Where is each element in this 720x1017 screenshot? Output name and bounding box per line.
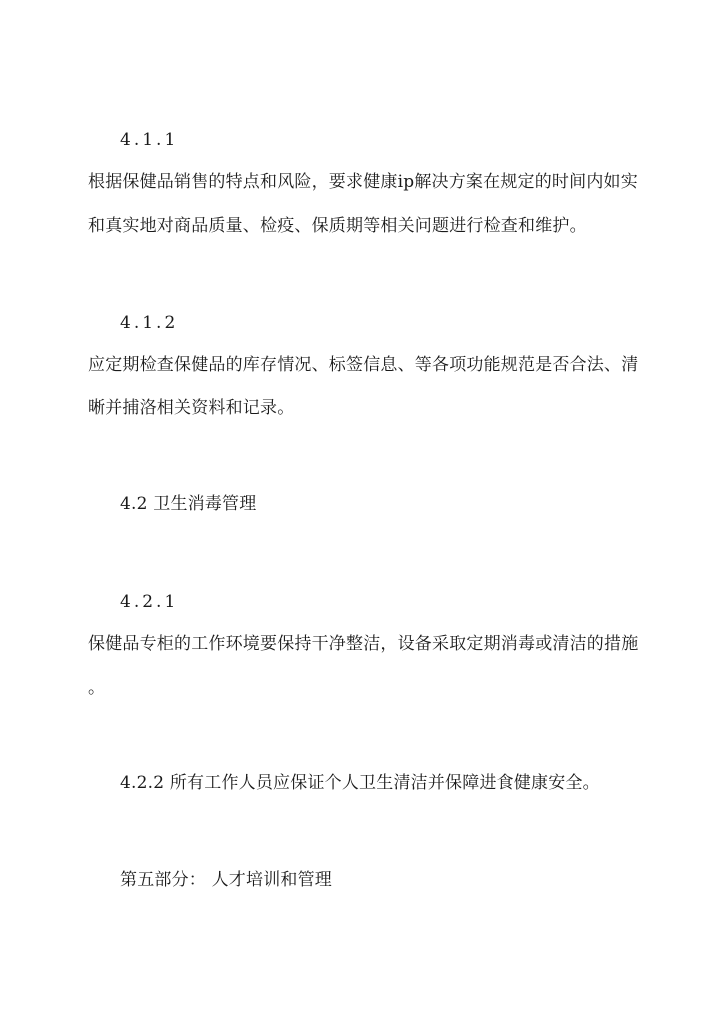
paragraph-line: 应定期检查保健品的库存情况、标签信息、等各项功能规范是否合法、清	[88, 355, 639, 375]
paragraph-line: 和真实地对商品质量、检疫、保质期等相关问题进行检查和维护。	[88, 216, 587, 236]
paragraph-line: 晰并捕洛相关资料和记录。	[88, 398, 295, 418]
section-heading-4-1-2: 4.1.2	[120, 313, 179, 333]
section-heading-4-1-1: 4.1.1	[120, 130, 179, 150]
section-heading-4-2: 4.2 卫生消毒管理	[120, 494, 257, 514]
section-heading-4-2-2: 4.2.2 所有工作人员应保证个人卫生清洁并保障进食健康安全。	[120, 773, 600, 793]
part-five-heading: 第五部分： 人才培训和管理	[120, 870, 333, 890]
section-heading-4-2-1: 4.2.1	[120, 592, 179, 612]
paragraph-line: 。	[88, 678, 106, 698]
paragraph-line: 根据保健品销售的特点和风险，要求健康ip解决方案在规定的时间内如实	[88, 172, 638, 192]
paragraph-line: 保健品专柜的工作环境要保持干净整洁，设备采取定期消毒或清洁的措施	[88, 634, 639, 654]
